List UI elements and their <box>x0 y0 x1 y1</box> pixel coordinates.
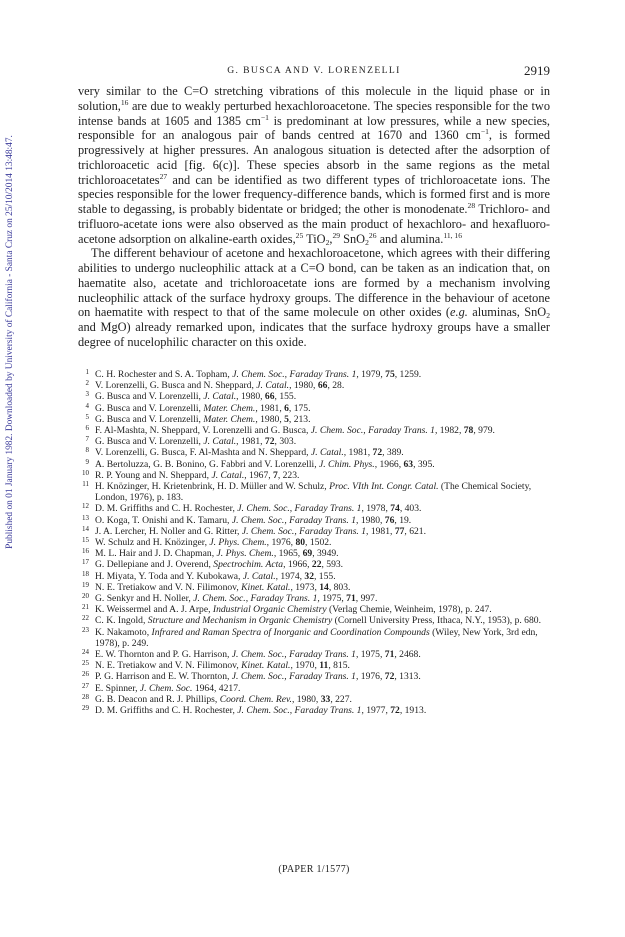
text-run: , 1980, <box>289 380 318 392</box>
bold-run: 7 <box>273 469 278 481</box>
text-run: , 1976, <box>355 671 385 683</box>
italic-run: J. Chem. Soc., Faraday Trans. 1 <box>231 649 356 661</box>
italic-run: J. Chem. Soc., Faraday Trans. 1 <box>241 525 367 537</box>
bold-run: 80 <box>295 537 306 549</box>
reference-item <box>78 481 550 503</box>
text-run: G. Busca and V. Lorenzelli, <box>95 436 204 448</box>
reference-number: 9 <box>85 457 89 466</box>
body-paragraph <box>78 246 550 349</box>
italic-run: J. Phys. Chem. <box>216 548 274 560</box>
text-run: , 155. <box>314 570 336 582</box>
text-run: C. K. Ingold, <box>95 615 148 627</box>
text-run: , 1967, <box>244 469 274 481</box>
reference-number: 7 <box>85 435 89 444</box>
reference-number: 23 <box>82 625 89 634</box>
reference-number: 6 <box>85 424 89 433</box>
text-run: , 28. <box>327 380 345 392</box>
reference-number: 12 <box>82 502 89 511</box>
text-run: , 1980, <box>356 514 385 526</box>
text-run: and can be identified as two different types of trichloroacetate ions. The species responsible for the lower frequency-difference bands, which is formed first and is more stable to degassing, is probably bidentate or bridged; the other is monodenate. <box>78 172 550 216</box>
superscript: −1 <box>260 112 269 122</box>
italic-run: J. Chem. Soc., Faraday Trans. 1 <box>237 705 362 717</box>
bold-run: 71 <box>384 649 395 661</box>
text-run: is predominant at low pressures, while a new species, responsible for an analogous pair of bands centred at 1670 and 1360 cm <box>78 113 550 143</box>
italic-run: Kinet. Katal. <box>241 660 291 672</box>
reference-number: 3 <box>85 390 89 399</box>
text-run: V. Lorenzelli, G. Busca and N. Sheppard, <box>95 380 257 392</box>
bold-run: 77 <box>394 525 405 537</box>
text-run: (Cornell University Press, Ithaca, N.Y., 1953), p. 680. <box>332 615 541 627</box>
text-run: , 155. <box>274 391 297 403</box>
superscript: 29 <box>332 230 341 240</box>
bold-run: 14 <box>319 581 329 593</box>
text-run: , 593. <box>321 559 344 571</box>
italic-run: J. Phys. Chem. <box>209 537 267 549</box>
reference-number: 13 <box>82 513 89 522</box>
text-run: and alumina. <box>376 231 444 246</box>
reference-item <box>78 403 550 414</box>
text-run: G. Dellepiane and J. Overend, <box>95 559 214 571</box>
text-run: , 1973, <box>290 581 320 593</box>
reference-number: 27 <box>82 681 89 690</box>
text-run: , 223. <box>277 469 300 481</box>
italic-run: J. Chem. Soc., Faraday Trans. 1 <box>237 503 362 515</box>
reference-item <box>78 694 550 705</box>
text-run: A. Bertoluzza, G. B. Bonino, G. Fabbri and V. Lorenzelli, <box>95 458 319 470</box>
text-run: , 227. <box>330 693 352 705</box>
text-run: N. E. Tretiakow and V. N. Filimonov, <box>95 581 242 593</box>
italic-run: Industrial Organic Chemistry <box>212 604 327 616</box>
subscript: 2 <box>365 237 369 247</box>
text-run: , 997. <box>355 593 378 605</box>
text-run: , 1974, <box>275 570 305 582</box>
bold-run: 69 <box>302 548 313 560</box>
text-run: W. Schulz and H. Knözinger, <box>95 537 210 549</box>
reference-number: 1 <box>85 368 89 376</box>
text-run: , 19. <box>394 514 412 526</box>
superscript: 27 <box>159 171 168 181</box>
reference-number: 10 <box>82 468 89 477</box>
italic-run: e.g. <box>450 305 468 320</box>
bold-run: 71 <box>346 593 356 605</box>
text-run: (The Chemical Society, London, 1976), p. 183. <box>95 481 532 504</box>
text-run: G. B. Deacon and R. J. Phillips, <box>95 693 220 705</box>
reference-number: 16 <box>82 547 89 556</box>
reference-number: 4 <box>85 401 89 410</box>
text-run: , 1502. <box>305 537 332 549</box>
text-run: , 175. <box>288 402 311 414</box>
text-run: O. Koga, T. Onishi and K. Tamaru, <box>95 514 232 526</box>
reference-number: 22 <box>82 614 89 623</box>
italic-run: Proc. VIth Int. Congr. Catal. <box>329 481 439 493</box>
text-run: , 389. <box>382 447 404 459</box>
italic-run: J. Chem. Soc., Faraday Trans. 1 <box>193 593 318 605</box>
text-run: , 3949. <box>312 548 339 560</box>
reference-item <box>78 537 550 548</box>
reference-item <box>78 391 550 402</box>
text-run: K. Nakamoto, <box>95 626 152 638</box>
text-run: , 815. <box>328 660 350 672</box>
download-provenance-text: Published on 01 January 1982. Downloaded by University of California - Santa Cruz on 25/10/2014 13:48:47. <box>5 135 15 549</box>
subscript: 2 <box>325 237 330 247</box>
reference-item <box>78 470 550 481</box>
text-run: , 1978, <box>361 503 391 515</box>
italic-run: J. Catal. <box>242 570 276 582</box>
text-run: , 2468. <box>394 649 421 661</box>
reference-number: 17 <box>82 558 89 567</box>
italic-run: Mater. Chem. <box>203 402 256 414</box>
text-run: SnO <box>340 231 366 246</box>
reference-number: 26 <box>82 670 89 679</box>
text-run: , 1976, <box>266 537 296 549</box>
reference-number: 21 <box>82 603 89 612</box>
body-paragraph <box>78 84 550 246</box>
italic-run: J. Catal. <box>256 380 290 392</box>
paper-id-footer: (PAPER 1/1577) <box>278 864 350 875</box>
text-run: , 1979, <box>356 369 386 380</box>
bold-run: 78 <box>463 425 474 437</box>
text-run: , 1977, <box>361 705 391 717</box>
italic-run: J. Chim. Phys. <box>319 458 375 470</box>
bold-run: 33 <box>320 693 331 705</box>
reference-number: 19 <box>82 580 89 589</box>
reference-number: 28 <box>82 692 89 701</box>
text-run: , 1980, <box>255 413 285 425</box>
italic-run: Infrared and Raman Spectra of Inorganic and Coordination Compounds <box>151 626 430 638</box>
reference-number: 29 <box>82 704 89 713</box>
text-run: , is formed progressively at higher pressures. An analogous situation is detected after the adsorption of trichloroacetic acid [fig. 6(c)]. These species absorb in the same regions as the metal trichloroacetates <box>78 128 551 187</box>
text-run: R. P. Young and N. Sheppard, <box>95 469 212 481</box>
bold-run: 22 <box>311 559 322 571</box>
bold-run: 76 <box>384 514 395 526</box>
superscript: 28 <box>467 201 476 210</box>
italic-run: J. Catal. <box>203 436 237 448</box>
reference-item <box>78 526 550 537</box>
text-run: are due to weakly perturbed hexachloroacetone. The species responsible for the two intense bands at 1605 and 1385 cm <box>78 98 550 128</box>
text-run: , 395. <box>413 458 435 470</box>
bold-run: 66 <box>317 380 328 392</box>
reference-number: 20 <box>82 592 89 601</box>
bold-run: 66 <box>264 391 275 403</box>
text-run: (Wiley, New York, 3rd edn, 1978), p. 249. <box>95 626 538 649</box>
reference-number: 8 <box>85 446 89 455</box>
superscript: 16 <box>120 97 129 107</box>
text-run: , 1981, <box>343 447 373 459</box>
text-run: , 1981, <box>255 402 285 414</box>
download-provenance-sidebar <box>3 82 17 602</box>
reference-item <box>78 660 550 671</box>
text-run: , 1975, <box>355 649 385 661</box>
text-run: G. Busca and V. Lorenzelli, <box>95 413 204 425</box>
italic-run: J. Chem. Soc., Faraday Trans. 1 <box>310 425 435 437</box>
italic-run: J. Chem. Soc., Faraday Trans. 1 <box>231 671 356 683</box>
bold-run: 5 <box>284 413 289 425</box>
bold-run: 32 <box>304 570 314 582</box>
text-run: (Verlag Chemie, Weinheim, 1978), p. 247. <box>326 604 492 616</box>
text-run: , 1966, <box>374 458 404 470</box>
reference-item <box>78 447 550 458</box>
article-body <box>78 84 550 350</box>
reference-item <box>78 571 550 582</box>
text-run: , 1980, <box>291 693 321 705</box>
text-run: , 1259. <box>394 369 422 380</box>
reference-number: 25 <box>82 659 89 668</box>
reference-item <box>78 414 550 425</box>
text-run: , 403. <box>399 503 422 515</box>
bold-run: 72 <box>372 447 383 459</box>
text-run: Trichloro- and trifluoro-acetate ions were also observed as the main product of hexachloro- and hexafluoro-acetone adsorption on alkaline-earth oxides, <box>78 202 550 246</box>
reference-item <box>78 615 550 626</box>
text-run: E. W. Thornton and P. G. Harrison, <box>95 649 232 661</box>
text-run: , 1981, <box>236 436 265 448</box>
text-run: J. A. Lercher, H. Noller and G. Ritter, <box>95 525 242 537</box>
running-head-authors: G. BUSCA AND V. LORENZELLI <box>227 65 401 76</box>
reference-item <box>78 515 550 526</box>
reference-item <box>78 559 550 570</box>
page-header <box>78 63 550 79</box>
text-run: The different behaviour of acetone and hexachloroacetone, which agrees with their differing abilities to undergo nucleophilic attack at a C=O bond, can be taken as an indication that, on haematite also, acetate and trichloroacetate ions are formed by a mechanism involving nucleophilic attack of the surface hydroxy groups. The difference in the behaviour of acetone on haematite with respect to that of the same molecule on other oxides ( <box>78 246 550 320</box>
reference-number: 14 <box>82 524 89 533</box>
text-run: , 803. <box>328 581 351 593</box>
italic-run: Kinet. Katal. <box>241 581 291 593</box>
text-run: , 1981, <box>366 525 395 537</box>
text-run: , 1966, <box>283 559 312 571</box>
page-number: 2919 <box>524 63 550 78</box>
reference-item <box>78 380 550 391</box>
italic-run: J. Chem. Soc., Faraday Trans. 1 <box>232 369 357 380</box>
text-run: K. Weissermel and A. J. Arpe, <box>95 604 213 616</box>
italic-run: J. Catal. <box>310 447 344 459</box>
italic-run: Spectrochim. Acta <box>213 559 284 571</box>
reference-item <box>78 503 550 514</box>
text-run: aluminas, SnO <box>467 305 547 320</box>
reference-item <box>78 649 550 660</box>
text-run: , 1975, <box>317 593 347 605</box>
text-run: H. Knözinger, H. Krietenbrink, H. D. Müller and W. Schulz, <box>95 481 330 493</box>
italic-run: J. Chem. Soc. <box>139 682 193 694</box>
text-run: very similar to the C=O stretching vibrations of this molecule in the liquid phase or in solution, <box>78 84 550 113</box>
italic-run: Coord. Chem. Rev. <box>219 693 292 705</box>
reference-item <box>78 548 550 559</box>
reference-number: 11 <box>82 480 89 489</box>
text-run: P. G. Harrison and E. W. Thornton, <box>95 671 232 683</box>
superscript: 11, 16 <box>443 230 463 240</box>
text-run: D. M. Griffiths and C. H. Rochester, <box>95 705 238 717</box>
reference-item <box>78 604 550 615</box>
subscript: 2 <box>546 311 550 321</box>
text-run: , 303. <box>274 436 297 448</box>
bold-run: 11 <box>319 660 329 672</box>
reference-item <box>78 627 550 649</box>
reference-item <box>78 425 550 436</box>
text-run: G. Busca and V. Lorenzelli, <box>95 391 204 403</box>
italic-run: J. Catal. <box>203 391 237 403</box>
reference-number: 15 <box>82 536 89 545</box>
superscript: 25 <box>295 230 304 240</box>
text-run: C. H. Rochester and S. A. Topham, <box>95 369 233 380</box>
text-run: and MgO) already remarked upon, indicates that the surface hydroxy groups have a smaller degree of nucelophilic character on this oxide. <box>78 320 550 349</box>
superscript: −1 <box>480 127 489 137</box>
bold-run: 75 <box>385 369 395 380</box>
reference-item <box>78 436 550 447</box>
bold-run: 72 <box>390 705 400 717</box>
bold-run: 63 <box>403 458 414 470</box>
text-run: M. L. Hair and J. D. Chapman, <box>95 548 217 560</box>
text-run: D. M. Griffiths and C. H. Rochester, <box>95 503 238 515</box>
reference-list <box>78 369 550 716</box>
text-run: H. Miyata, Y. Toda and Y. Kubokawa, <box>95 570 243 582</box>
italic-run: J. Chem. Soc., Faraday Trans. 1 <box>231 514 357 526</box>
reference-item <box>78 593 550 604</box>
text-run: V. Lorenzelli, G. Busca, F. Al-Mashta and N. Sheppard, <box>95 447 311 459</box>
reference-number: 24 <box>82 648 89 657</box>
reference-number: 18 <box>82 569 89 578</box>
text-run: 1964, 4217. <box>192 682 241 694</box>
bold-run: 74 <box>390 503 400 515</box>
reference-item <box>78 582 550 593</box>
text-run: , 621. <box>404 525 426 537</box>
reference-number: 2 <box>85 379 89 388</box>
reference-item <box>78 683 550 694</box>
text-run: , 213. <box>288 413 311 425</box>
italic-run: J. Catal. <box>211 469 245 481</box>
italic-run: Mater. Chem. <box>203 413 256 425</box>
text-run: F. Al-Mashta, N. Sheppard, V. Lorenzelli and G. Busca, <box>95 425 311 437</box>
reference-item <box>78 705 550 716</box>
text-run: , 1913. <box>399 705 427 717</box>
text-run: , <box>329 231 333 246</box>
reference-item <box>78 459 550 470</box>
text-run: G. Senkyr and H. Noller, <box>95 593 194 605</box>
bold-run: 72 <box>384 671 395 683</box>
bold-run: 6 <box>284 402 289 414</box>
text-run: G. Busca and V. Lorenzelli, <box>95 402 204 414</box>
reference-item <box>78 369 550 380</box>
text-run: E. Spinner, <box>95 682 140 694</box>
text-run: , 1970, <box>290 660 320 672</box>
reference-number: 5 <box>85 412 89 421</box>
bold-run: 72 <box>264 436 275 448</box>
italic-run: Structure and Mechanism in Organic Chemistry <box>147 615 333 627</box>
reference-item <box>78 671 550 682</box>
text-run: TiO <box>303 231 326 246</box>
text-run: N. E. Tretiakow and V. N. Filimonov, <box>95 660 242 672</box>
text-run: , 1313. <box>394 671 421 683</box>
superscript: 26 <box>368 230 377 240</box>
text-run: , 1965, <box>273 548 303 560</box>
text-run: , 1980, <box>236 391 265 403</box>
text-run: , 979. <box>473 425 495 437</box>
text-run: , 1982, <box>434 425 464 437</box>
